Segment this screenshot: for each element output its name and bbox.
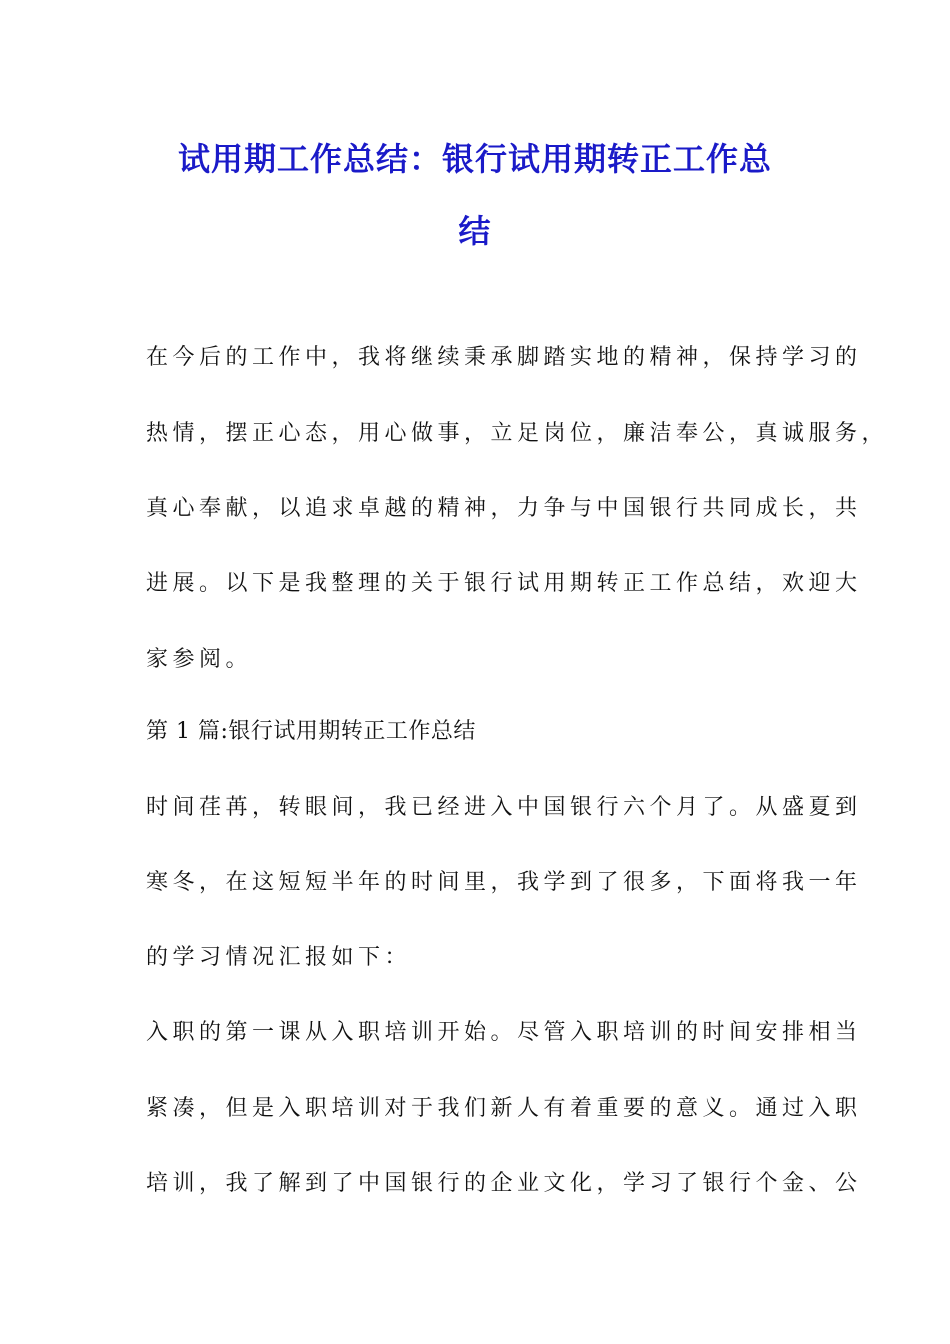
document-title-line-2: 结 bbox=[458, 212, 492, 250]
document-title-line-1: 试用期工作总结：银行试用期转正工作总 bbox=[177, 140, 772, 178]
intro-line: 在今后的工作中，我将继续秉承脚踏实地的精神，保持学习的 bbox=[146, 345, 862, 370]
body-line: 紧凑，但是入职培训对于我们新人有着重要的意义。通过入职 bbox=[146, 1096, 862, 1121]
body-line: 时间荏苒，转眼间，我已经进入中国银行六个月了。从盛夏到 bbox=[146, 795, 862, 820]
section-heading: 第 1 篇:银行试用期转正工作总结 bbox=[146, 719, 476, 744]
intro-line: 家参阅。 bbox=[146, 647, 253, 672]
body-line: 培训，我了解到了中国银行的企业文化，学习了银行个金、公 bbox=[146, 1171, 862, 1196]
body-line: 寒冬，在这短短半年的时间里，我学到了很多，下面将我一年 bbox=[146, 870, 862, 895]
body-line: 入职的第一课从入职培训开始。尽管入职培训的时间安排相当 bbox=[146, 1020, 862, 1045]
intro-line: 进展。以下是我整理的关于银行试用期转正工作总结，欢迎大 bbox=[146, 571, 862, 596]
intro-line: 真心奉献，以追求卓越的精神，力争与中国银行共同成长，共 bbox=[146, 496, 862, 521]
body-line: 的学习情况汇报如下： bbox=[146, 945, 412, 970]
intro-line: 热情，摆正心态，用心做事，立足岗位，廉洁奉公，真诚服务， bbox=[146, 421, 889, 446]
